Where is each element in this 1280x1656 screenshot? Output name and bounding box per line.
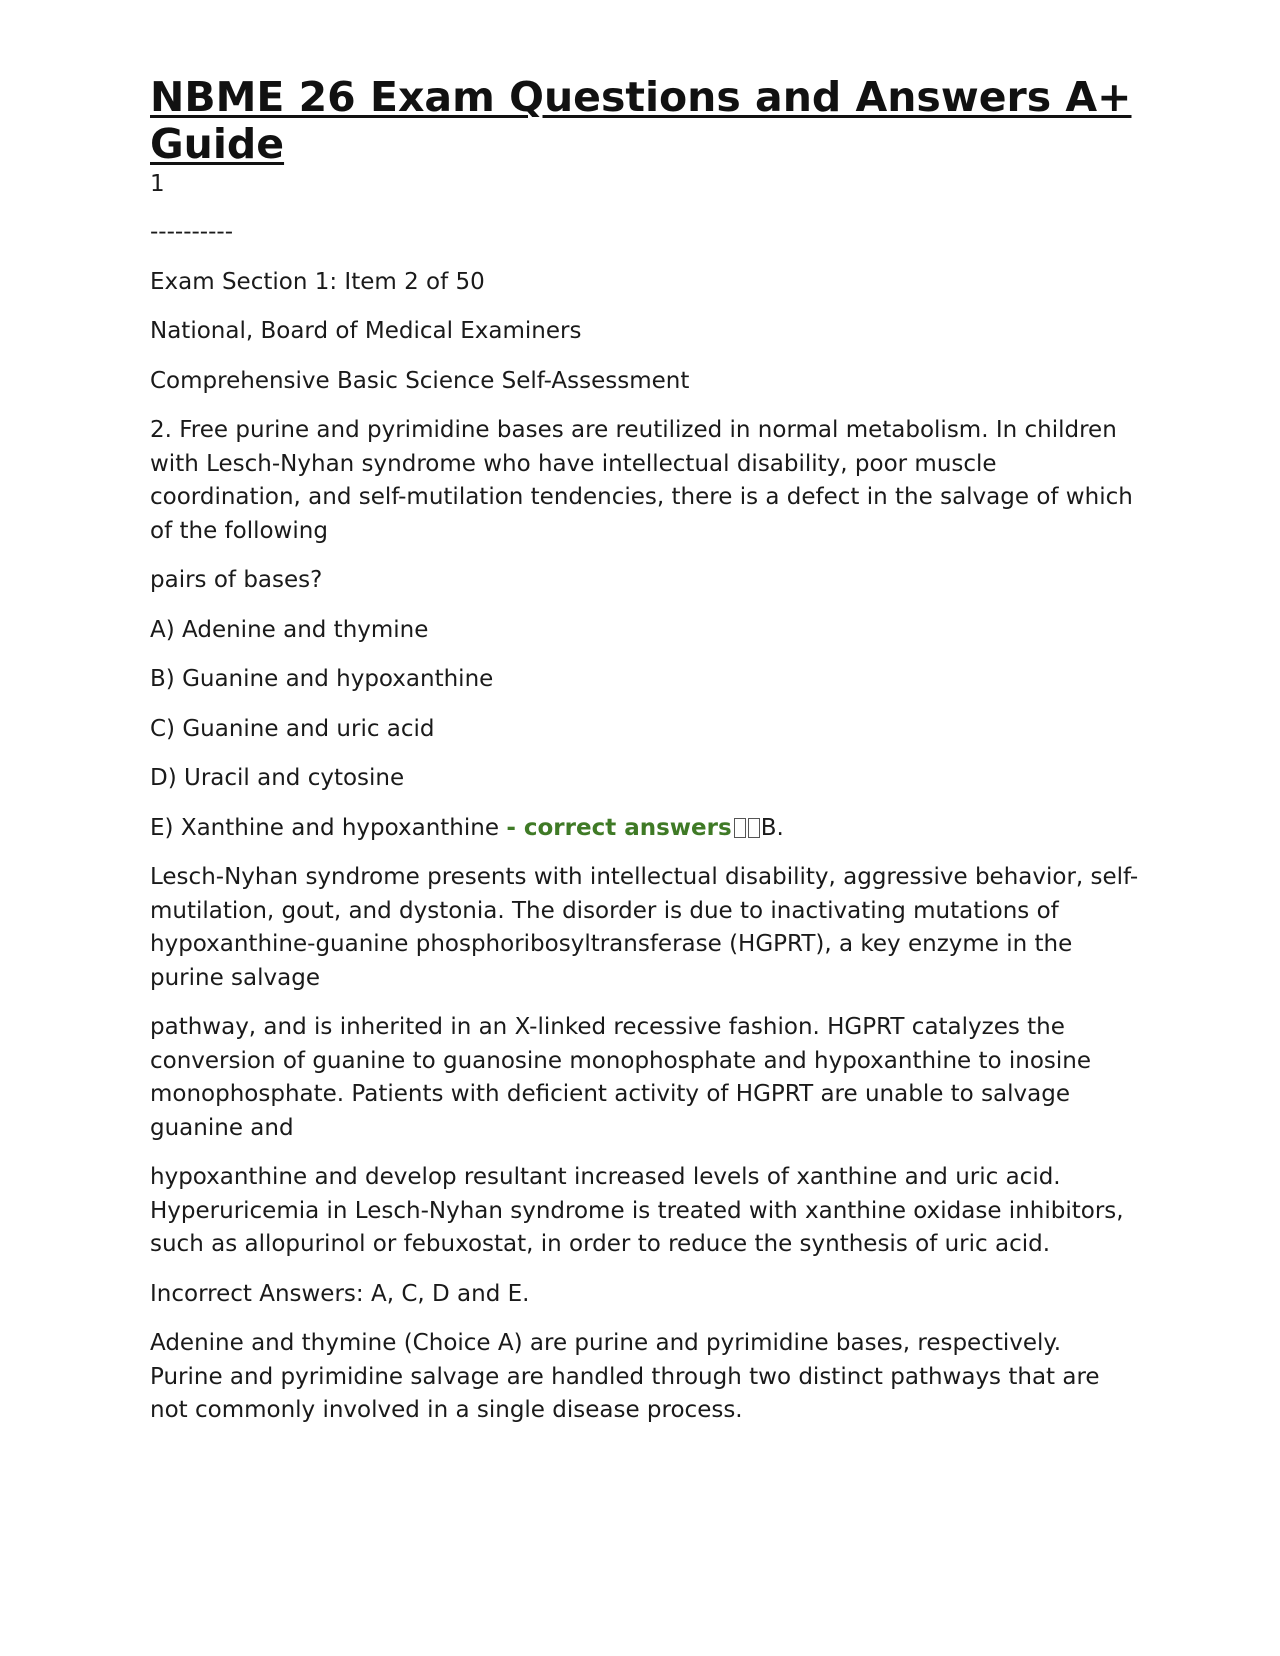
question-stem-continued: pairs of bases? [150,567,323,593]
document-title: NBME 26 Exam Questions and Answers A+ Guide [150,73,1132,168]
assessment-name-line: Comprehensive Basic Science Self-Assessment [150,367,690,394]
correct-answer-value: B. [760,814,784,841]
missing-glyph-icon [734,818,746,838]
missing-glyph-icon [748,818,760,838]
answer-option-c: C) Guanine and uric acid [150,715,435,742]
answer-option-e-text: E) Xanthine and hypoxanthine [150,814,507,841]
explanation-paragraph: hypoxanthine and develop resultant increased levels of xanthine and uric acid. Hyperuricemia in Lesch-Nyhan syndrome is treated with xanthine oxidase inhibitors, such as allopurinol or febuxostat, in order to reduce the synthesis of uric acid. [150,1164,1124,1257]
correct-answer-tag: - correct answers [506,814,732,841]
explanation-paragraph: Adenine and thymine (Choice A) are purine and pyrimidine bases, respectively. Purine and pyrimidine salvage are handled through two distinct pathways that are not commonly involved in a single disease process. [150,1330,1100,1423]
answer-option-e [150,812,1140,846]
page-number: 1 [150,171,165,197]
explanation-paragraph: Lesch-Nyhan syndrome presents with intellectual disability, aggressive behavior, self-mutilation, gout, and dystonia. The disorder is due to inactivating mutations of hypoxanthine-guanine phosphoribosyltransferase (HGPRT), a key enzyme in the purine salvage [150,864,1139,991]
document-page [150,74,1140,1444]
answer-option-a: A) Adenine and thymine [150,616,429,643]
exam-section-line: Exam Section 1: Item 2 of 50 [150,268,485,295]
explanation-paragraph: pathway, and is inherited in an X-linked recessive fashion. HGPRT catalyzes the conversion of guanine to guanosine monophosphate and hypoxanthine to inosine monophosphate. Patients with deficient activity of HGPRT are unable to salvage guanine and [150,1014,1092,1141]
answer-option-b: B) Guanine and hypoxanthine [150,666,494,692]
incorrect-answers-line: Incorrect Answers: A, C, D and E. [150,1280,530,1307]
board-name-line: National, Board of Medical Examiners [150,318,582,344]
separator-line: ---------- [150,219,233,245]
answer-option-d: D) Uracil and cytosine [150,765,405,791]
question-stem: 2. Free purine and pyrimidine bases are reutilized in normal metabolism. In children with Lesch-Nyhan syndrome who have intellectual disability, poor muscle coordination, and self-mutilation tendencies, there is a defect in the salvage of which of the following [150,417,1133,544]
